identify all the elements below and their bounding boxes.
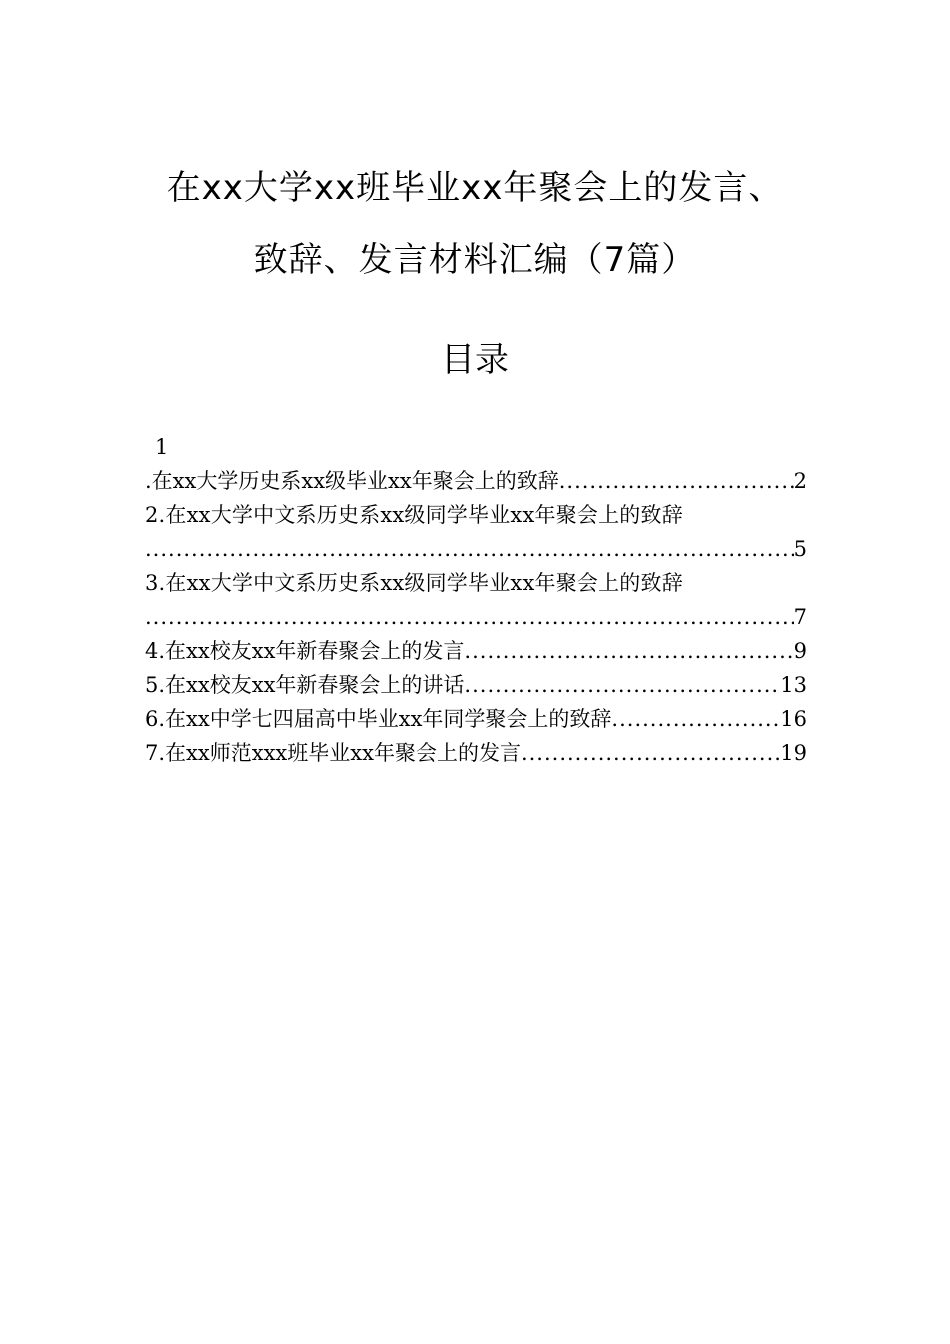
toc-entry-6-page: 16 bbox=[780, 707, 807, 731]
toc-leader-dots bbox=[559, 464, 794, 498]
toc-entry-2[interactable] bbox=[145, 498, 807, 532]
toc-entry-4-text: 4.在xx校友xx年新春聚会上的发言 bbox=[145, 639, 465, 663]
toc-entry-3-text: 3.在xx大学中文系历史系xx级同学毕业xx年聚会上的致辞 bbox=[145, 571, 683, 595]
document-title-line-1: 在xx大学xx班毕业xx年聚会上的发言、 bbox=[166, 168, 784, 208]
toc-entry-7-page: 19 bbox=[780, 741, 807, 765]
toc-entry-1[interactable] bbox=[145, 464, 807, 498]
toc-entry-7-text: 7.在xx师范xxx班毕业xx年聚会上的发言 bbox=[145, 741, 521, 765]
toc-entry-5-page: 13 bbox=[780, 673, 807, 697]
toc-entry-2-leader[interactable] bbox=[145, 532, 807, 566]
toc-leader-dots bbox=[464, 668, 780, 702]
toc-entry-6[interactable] bbox=[145, 702, 807, 736]
toc-leader-dots bbox=[611, 702, 780, 736]
toc-entry-5-text: 5.在xx校友xx年新春聚会上的讲话 bbox=[145, 673, 465, 697]
toc-leader-dots bbox=[145, 532, 794, 566]
toc-entry-1-number[interactable]: 1 bbox=[155, 435, 169, 459]
toc-leader-dots bbox=[464, 634, 793, 668]
toc-entry-4[interactable] bbox=[145, 634, 807, 668]
toc-entry-3-leader[interactable] bbox=[145, 600, 807, 634]
toc-entry-5[interactable] bbox=[145, 668, 807, 702]
toc-entry-1-page: 2 bbox=[793, 469, 807, 493]
toc-leader-dots bbox=[521, 736, 780, 770]
table-of-contents bbox=[145, 430, 807, 770]
toc-entry-3-page: 7 bbox=[793, 605, 807, 629]
toc-entry-4-page: 9 bbox=[793, 639, 807, 663]
toc-entry-1-text: .在xx大学历史系xx级毕业xx年聚会上的致辞 bbox=[145, 469, 559, 493]
toc-entry-6-text: 6.在xx中学七四届高中毕业xx年同学聚会上的致辞 bbox=[145, 707, 612, 731]
toc-heading: 目录 bbox=[441, 340, 509, 380]
toc-entry-7[interactable] bbox=[145, 736, 807, 770]
toc-entry-3[interactable] bbox=[145, 566, 807, 600]
document-title-line-2: 致辞、发言材料汇编（7篇） bbox=[253, 240, 697, 280]
toc-entry-2-page: 5 bbox=[793, 537, 807, 561]
toc-entry-2-text: 2.在xx大学中文系历史系xx级同学毕业xx年聚会上的致辞 bbox=[145, 503, 683, 527]
toc-leader-dots bbox=[145, 600, 794, 634]
